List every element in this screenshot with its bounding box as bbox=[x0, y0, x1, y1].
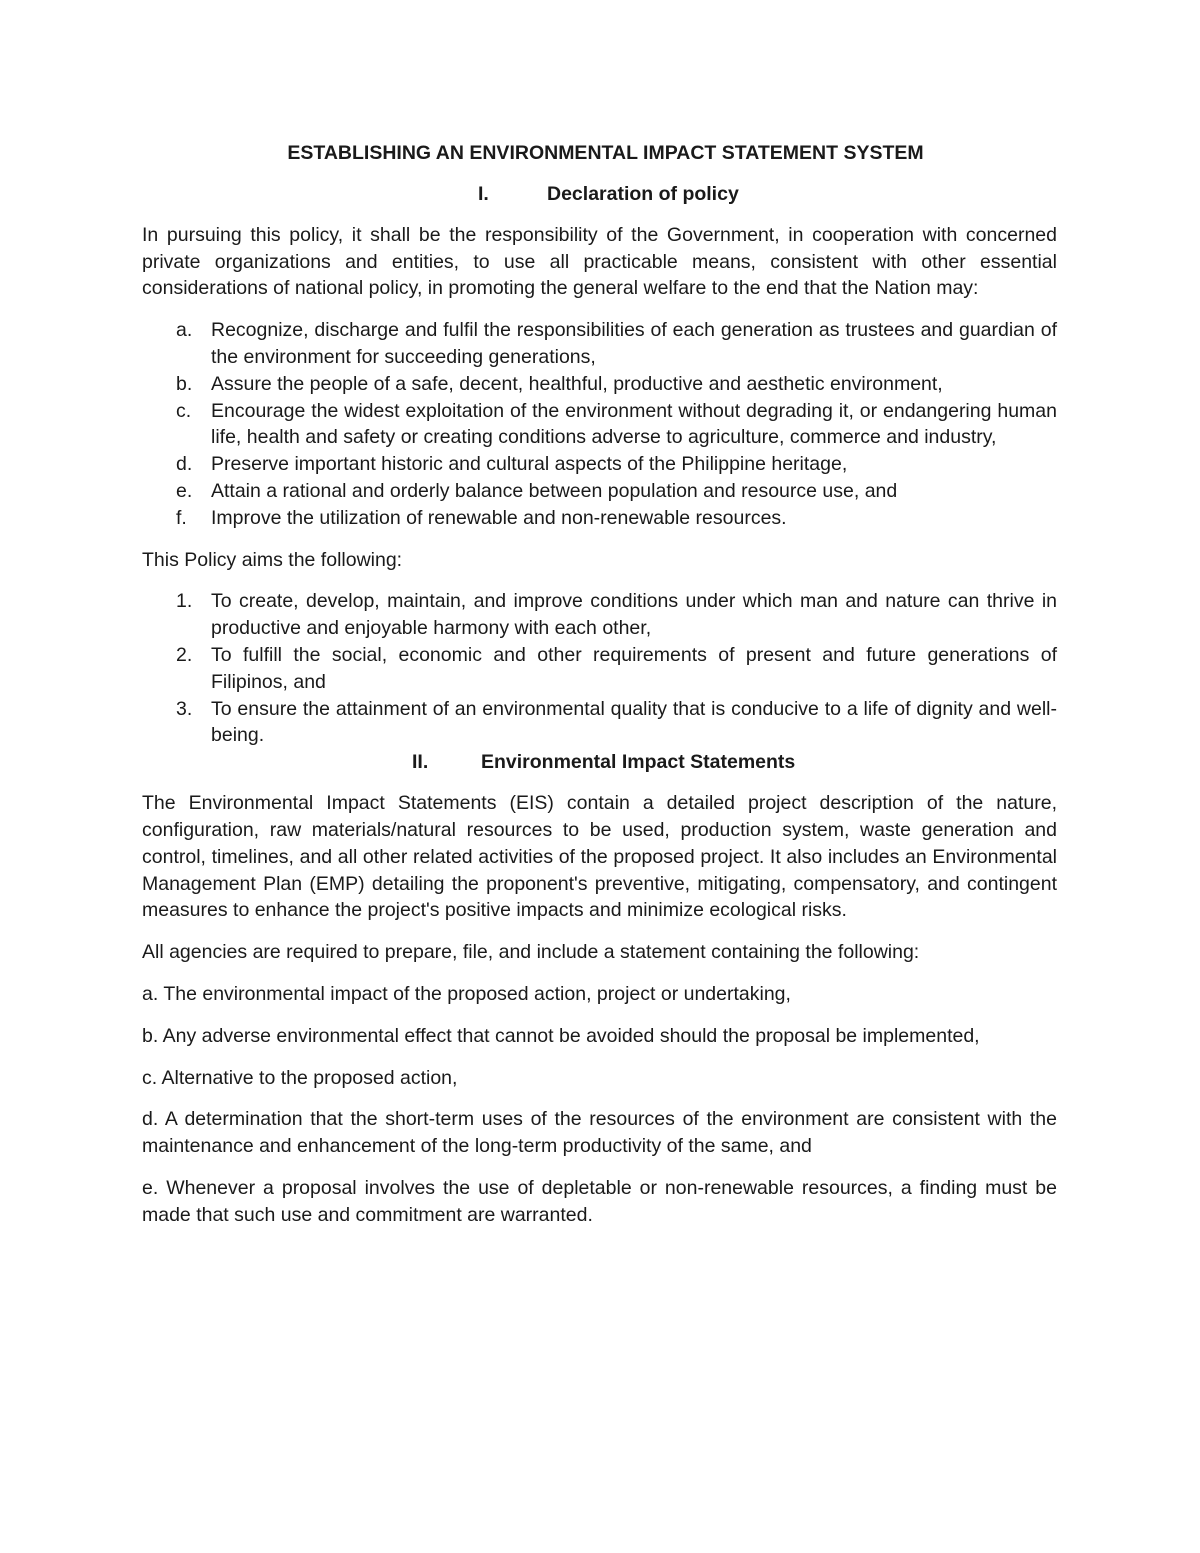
list-marker: 2. bbox=[176, 643, 193, 666]
statement-item-b: b. Any adverse environmental effect that cannot be avoided should the proposal be implemented, bbox=[142, 1024, 980, 1047]
list-item-text: Attain a rational and orderly balance between population and resource use, and bbox=[211, 479, 898, 502]
section-1-intro: In pursuing this policy, it shall be the responsibility of the Government, in cooperation with concerned private organizations and entities, to use all practicable means, consistent with other essential considerations of national policy, in promoting the general welfare to the end that the Nation may: bbox=[142, 223, 1057, 300]
list-marker: b. bbox=[176, 372, 193, 395]
list-item-text: To create, develop, maintain, and improve conditions under which man and nature can thrive in productive and enjoyable harmony with each other, bbox=[211, 590, 1057, 640]
list-marker: a. bbox=[176, 319, 193, 342]
list-item bbox=[142, 505, 1057, 532]
list-item bbox=[142, 478, 1057, 505]
section-1-number: I. bbox=[478, 182, 489, 205]
aims-intro: This Policy aims the following: bbox=[142, 548, 403, 571]
list-item-text: Recognize, discharge and fulfil the responsibilities of each generation as trustees and guardian of the environment for succeeding generations, bbox=[211, 319, 1057, 368]
list-item bbox=[142, 398, 1057, 452]
list-item bbox=[142, 371, 1057, 398]
section-2-paragraph-2: All agencies are required to prepare, file, and include a statement containing the following: bbox=[142, 941, 920, 964]
list-marker: c. bbox=[176, 399, 192, 422]
list-item-text: Assure the people of a safe, decent, healthful, productive and aesthetic environment, bbox=[211, 372, 943, 395]
section-1-title: Declaration of policy bbox=[547, 182, 739, 205]
list-marker: 1. bbox=[176, 590, 193, 613]
section-2-heading bbox=[142, 749, 1057, 776]
statement-item-c: c. Alternative to the proposed action, bbox=[142, 1066, 458, 1089]
list-item-text: Preserve important historic and cultural aspects of the Philippine heritage, bbox=[211, 453, 848, 476]
section-2-number: II. bbox=[412, 751, 429, 774]
list-item-text: To ensure the attainment of an environmental quality that is conducive to a life of dignity and well-being. bbox=[211, 697, 1057, 747]
list-item bbox=[142, 642, 1057, 696]
list-marker: f. bbox=[176, 506, 187, 529]
section-1-heading bbox=[142, 181, 1057, 208]
list-marker: e. bbox=[176, 479, 193, 502]
document-page bbox=[142, 140, 1057, 1244]
list-item bbox=[142, 451, 1057, 478]
aims-list bbox=[142, 588, 1057, 749]
statement-item-e: e. Whenever a proposal involves the use of depletable or non-renewable resources, a finding must be made that such use and commitment are warranted. bbox=[142, 1176, 1057, 1226]
statement-item-d: d. A determination that the short-term uses of the resources of the environment are consistent with the maintenance and enhancement of the long-term productivity of the same, and bbox=[142, 1108, 1057, 1158]
list-item bbox=[142, 696, 1057, 750]
section-2-paragraph-1: The Environmental Impact Statements (EIS) contain a detailed project description of the nature, configuration, raw materials/natural resources to be used, production system, waste generation and control, timelines, and all other related activities of the proposed project. It also includes an Environmental Management Plan (EMP) detailing the proponent's preventive, mitigating, compensatory, and contingent measures to enhance the project's positive impacts and minimize ecological risks. bbox=[142, 792, 1057, 922]
statement-item-a: a. The environmental impact of the proposed action, project or undertaking, bbox=[142, 982, 791, 1005]
list-item bbox=[142, 588, 1057, 642]
document-title: ESTABLISHING AN ENVIRONMENTAL IMPACT STATEMENT SYSTEM bbox=[287, 142, 924, 164]
list-marker: d. bbox=[176, 453, 193, 476]
list-item-text: Improve the utilization of renewable and non-renewable resources. bbox=[211, 506, 787, 529]
policy-list bbox=[142, 317, 1057, 531]
list-item-text: To fulfill the social, economic and other requirements of present and future generations of Filipinos, and bbox=[211, 643, 1057, 693]
section-2-title: Environmental Impact Statements bbox=[481, 751, 796, 774]
list-item-text: Encourage the widest exploitation of the environment without degrading it, or endangering human life, health and safety or creating conditions adverse to agriculture, commerce and industry, bbox=[211, 399, 1057, 449]
list-item bbox=[142, 317, 1057, 371]
list-marker: 3. bbox=[176, 697, 193, 720]
